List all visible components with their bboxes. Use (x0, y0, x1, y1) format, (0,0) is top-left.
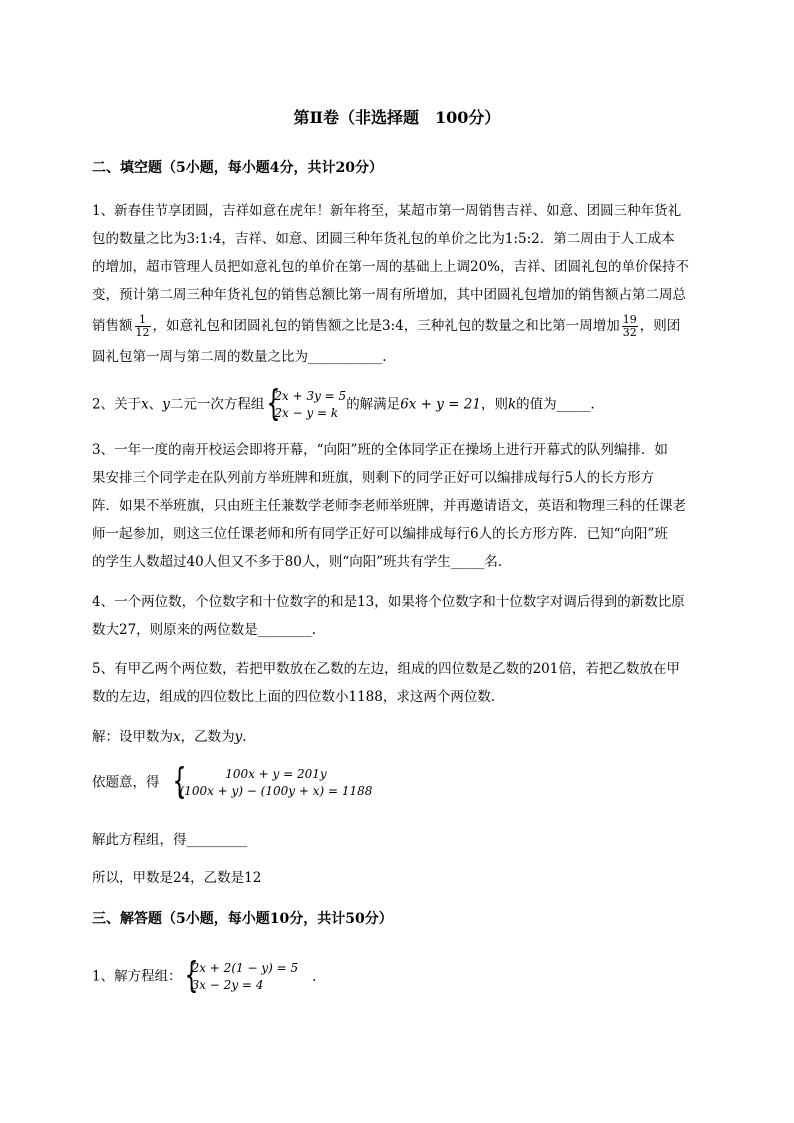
dep-text: 依题意，得 (92, 774, 160, 791)
q2-text-a: 2、关于 (92, 396, 142, 413)
condition: 6x + y = 21 (400, 396, 481, 413)
q2-text-e: 的值为_____. (516, 396, 595, 413)
q2-text-b: 二元一次方程组 (169, 396, 265, 413)
fraction-19-32 (622, 314, 638, 339)
q1-line-6: 圆礼包第一周与第二周的数量之比为___________. (92, 349, 387, 365)
var-x: x (141, 396, 149, 413)
question-1 (92, 197, 712, 371)
q2-sep: 、 (148, 396, 163, 413)
q2-line (92, 388, 712, 422)
equation-1: { 2x + 2(1 − y) = 5 (191, 961, 299, 975)
question-2 (92, 388, 712, 422)
q5-equation-line (92, 766, 712, 800)
q5-line-2: 数的左边，组成的四位数比上面的四位数小1188，求这两个两位数． (92, 689, 505, 705)
question-3 (92, 436, 712, 576)
q5-answer-line: 所以，甲数是24，乙数是12 (92, 870, 262, 886)
fraction-1-12 (135, 314, 151, 339)
q3-line-1: 3、一年一度的南开校运会即将开幕，“向阳”班的全体同学正在操场上进行开幕式的队列编排．如 (92, 442, 668, 458)
q4-line-2: 数大27，则原来的两位数是________. (92, 622, 316, 638)
q5-equations (92, 766, 712, 800)
q5-solve-line: 解此方程组，得_________ (92, 832, 248, 848)
q1-line-3: 的增加，超市管理人员把如意礼包的单价在第一周的基础上上调20%，吉祥、团圆礼包的单价保持不 (92, 259, 690, 275)
var-y: y (162, 396, 170, 413)
fraction-numerator: 1 (135, 314, 151, 327)
q1-line-4: 变，预计第二周三种年货礼包的销售总额比第一周有所增加，其中团圆礼包增加的销售额占第二周总 (92, 287, 686, 303)
var-x: x (173, 729, 181, 745)
fraction-numerator: 19 (622, 313, 637, 326)
q5-line-1: 5、有甲乙两个两位数，若把甲数放在乙数的左边，组成的四位数是乙数的201倍，若把乙数放在甲 (92, 661, 680, 677)
q3-line-4: 师一起参加，则这三位任课老师和所有同学正好可以编排成每行6人的长方形方阵．已知“向阳”班 (92, 526, 668, 542)
q6-text-b: . (312, 968, 317, 985)
question-6 (92, 960, 712, 994)
question-4 (92, 588, 712, 644)
equation-system-q2 (264, 388, 346, 422)
section-heading-answer: 三、解答题（5小题，每小题10分，共计50分） (92, 911, 393, 927)
equation-2: (100x + y) − (100y + x) = 1188 (179, 784, 373, 798)
fraction-denominator: 32 (622, 326, 637, 339)
q6-line (92, 960, 712, 994)
q3-line-5: 的学生人数超过40人但又不多于80人，则“向阳”班共有学生_____名． (92, 554, 512, 570)
q3-line-3: 阵．如果不举班旗，只由班主任兼数学老师李老师举班牌，并再邀请语文，英语和物理三科的任课老 (92, 498, 686, 514)
sol-text-c: . (242, 729, 247, 745)
sol-text-a: 解：设甲数为 (92, 729, 173, 745)
q1-line-1: 1、新春佳节享团圆，吉祥如意在虎年！新年将至，某超市第一周销售吉祥、如意、团圆三种年货礼 (92, 203, 682, 219)
section-heading-fill-in: 二、填空题（5小题，每小题4分，共计20分） (92, 160, 383, 176)
q6-text-a: 1、解方程组： (92, 968, 182, 985)
question-5 (92, 655, 712, 711)
q1-line-5 (92, 309, 712, 343)
equation-2: 3x − 2y = 4 (191, 978, 264, 992)
var-y: y (234, 729, 243, 745)
q1-line-2: 包的数量之比为3:1:4，吉祥、如意、团圆三种年货礼包的单价之比为1:5:2．第二周由于人工成本 (92, 231, 675, 247)
equation-system-q6 (182, 960, 299, 994)
equation-1: { 100x + y = 201y (225, 767, 327, 781)
q3-line-2: 果安排三个同学走在队列前方举班牌和班旗，则剩下的同学正好可以编排成每行5人的长方形方 (92, 470, 655, 486)
equation-1: { 2x + 3y = 5 (274, 389, 347, 403)
var-k: k (507, 396, 517, 413)
sol-text-b: ，乙数为 (180, 729, 235, 745)
q1-line-5-b: ，如意礼包和团圆礼包的销售额之比是3:4，三种礼包的数量之和比第一周增加 (152, 318, 620, 334)
q1-line-5-a: 销售额 (92, 318, 133, 334)
q2-text-d: ，则 (480, 396, 508, 413)
q5-solution-line (92, 723, 712, 751)
fraction-denominator: 12 (135, 326, 150, 339)
q5-solution-setup (92, 723, 712, 751)
q4-line-1: 4、一个两位数，个位数字和十位数字的和是13，如果将个位数字和十位数字对调后得到的新数比原 (92, 594, 685, 610)
q1-line-5-c: ，则团 (639, 318, 681, 334)
equation-system-q5 (170, 766, 373, 800)
equation-2: 2x − y = k (274, 406, 339, 420)
q2-text-c: 的解满足 (346, 396, 401, 413)
page-title: 第Ⅱ卷（非选择题 100分） (293, 108, 501, 127)
